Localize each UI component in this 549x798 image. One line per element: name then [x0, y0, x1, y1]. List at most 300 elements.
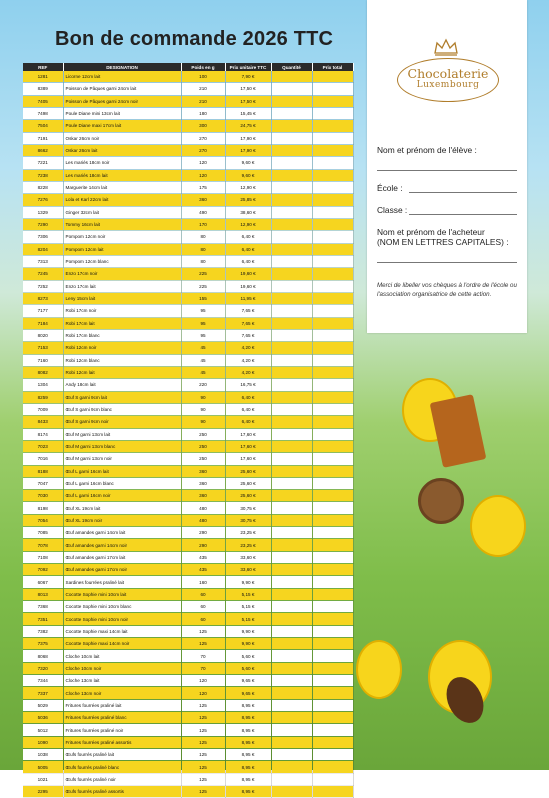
designation-cell: Les mariés 18cm noir: [63, 157, 181, 169]
chick-illustration: [470, 495, 526, 557]
total-cell: [312, 354, 353, 366]
designation-cell: Cocotte Sophie maxi 14cm noir: [63, 638, 181, 650]
ref-cell: 7078: [23, 539, 63, 551]
table-row: [23, 218, 353, 230]
total-cell: [312, 366, 353, 378]
quantity-cell[interactable]: [271, 280, 312, 292]
weight-cell: 250: [181, 428, 225, 440]
price-cell: 17,60 €: [225, 453, 271, 465]
quantity-cell[interactable]: [271, 391, 312, 403]
price-cell: 17,90 €: [225, 132, 271, 144]
table-row: [23, 502, 353, 514]
total-cell: [312, 95, 353, 107]
quantity-cell[interactable]: [271, 95, 312, 107]
price-cell: 30,75 €: [225, 514, 271, 526]
quantity-cell[interactable]: [271, 564, 312, 576]
designation-cell: Poisson de Pâques garni 24cm noir: [63, 95, 181, 107]
price-cell: 30,75 €: [225, 502, 271, 514]
price-cell: 17,50 €: [225, 83, 271, 95]
weight-cell: 290: [181, 539, 225, 551]
weight-cell: 175: [181, 181, 225, 193]
total-cell: [312, 428, 353, 440]
weight-cell: 210: [181, 83, 225, 95]
table-row: [23, 490, 353, 502]
quantity-cell[interactable]: [271, 687, 312, 699]
weight-cell: 225: [181, 280, 225, 292]
column-header: REF: [23, 63, 63, 71]
table-row: [23, 157, 353, 169]
total-cell: [312, 749, 353, 761]
quantity-cell[interactable]: [271, 712, 312, 724]
ref-cell: 7337: [23, 687, 63, 699]
column-header: Prix unitaire TTC: [225, 63, 271, 71]
ref-cell: 1021: [23, 773, 63, 785]
ref-cell: 8013: [23, 588, 63, 600]
total-cell: [312, 502, 353, 514]
weight-cell: 480: [181, 514, 225, 526]
quantity-cell[interactable]: [271, 144, 312, 156]
designation-cell: Œuf XL 19cm noir: [63, 514, 181, 526]
quantity-cell[interactable]: [271, 613, 312, 625]
weight-cell: 360: [181, 194, 225, 206]
ref-cell: 7221: [23, 157, 63, 169]
price-cell: 6,40 €: [225, 255, 271, 267]
table-row: [23, 243, 353, 255]
designation-cell: Pompom 12cm noir: [63, 231, 181, 243]
table-row: [23, 132, 353, 144]
designation-cell: Œuf L garni 16cm blanc: [63, 477, 181, 489]
quantity-cell[interactable]: [271, 749, 312, 761]
quantity-cell[interactable]: [271, 502, 312, 514]
ref-cell: 8389: [23, 83, 63, 95]
weight-cell: 155: [181, 292, 225, 304]
price-cell: 11,95 €: [225, 292, 271, 304]
total-cell: [312, 440, 353, 452]
total-cell: [312, 662, 353, 674]
price-cell: 12,90 €: [225, 218, 271, 230]
ref-cell: 7405: [23, 95, 63, 107]
weight-cell: 125: [181, 625, 225, 637]
table-row: [23, 366, 353, 378]
ref-cell: 8259: [23, 391, 63, 403]
quantity-cell[interactable]: [271, 169, 312, 181]
ref-cell: 5036: [23, 712, 63, 724]
weight-cell: 125: [181, 786, 225, 798]
table-row: [23, 514, 353, 526]
total-cell: [312, 342, 353, 354]
ref-cell: 7023: [23, 440, 63, 452]
price-cell: 4,20 €: [225, 366, 271, 378]
weight-cell: 45: [181, 366, 225, 378]
total-cell: [312, 650, 353, 662]
table-row: [23, 749, 353, 761]
quantity-cell[interactable]: [271, 477, 312, 489]
quantity-cell[interactable]: [271, 638, 312, 650]
weight-cell: 100: [181, 71, 225, 83]
table-row: [23, 576, 353, 588]
weight-cell: 80: [181, 243, 225, 255]
quantity-cell[interactable]: [271, 329, 312, 341]
designation-cell: Fritures fourrées praliné lait: [63, 699, 181, 711]
table-row: [23, 588, 353, 600]
ref-cell: 8433: [23, 416, 63, 428]
weight-cell: 125: [181, 773, 225, 785]
quantity-cell[interactable]: [271, 218, 312, 230]
quantity-cell[interactable]: [271, 786, 312, 798]
ref-cell: 7016: [23, 453, 63, 465]
price-cell: 8,95 €: [225, 712, 271, 724]
ref-cell: 7382: [23, 625, 63, 637]
total-cell: [312, 305, 353, 317]
designation-cell: Œuf amandes garni 14cm lait: [63, 527, 181, 539]
designation-cell: Cocotte Sophie mini 10cm noir: [63, 613, 181, 625]
quantity-cell[interactable]: [271, 773, 312, 785]
weight-cell: 120: [181, 687, 225, 699]
designation-cell: Cloche 13cm noir: [63, 687, 181, 699]
student-name-line[interactable]: [377, 170, 517, 171]
price-cell: 5,15 €: [225, 613, 271, 625]
class-label: Classe :: [377, 205, 408, 215]
quantity-cell[interactable]: [271, 157, 312, 169]
quantity-cell[interactable]: [271, 539, 312, 551]
designation-cell: Cloche 13cm lait: [63, 675, 181, 687]
table-row: [23, 305, 353, 317]
price-cell: 8,95 €: [225, 786, 271, 798]
ref-cell: 7344: [23, 675, 63, 687]
total-cell: [312, 206, 353, 218]
crown-icon: [433, 37, 459, 57]
quantity-cell[interactable]: [271, 551, 312, 563]
quantity-cell[interactable]: [271, 71, 312, 83]
total-cell: [312, 120, 353, 132]
quantity-cell[interactable]: [271, 206, 312, 218]
weight-cell: 125: [181, 749, 225, 761]
quantity-cell[interactable]: [271, 317, 312, 329]
buyer-name-hint: (NOM EN LETTRES CAPITALES) :: [377, 237, 509, 247]
column-header: Poids en g: [181, 63, 225, 71]
quantity-cell[interactable]: [271, 83, 312, 95]
quantity-cell[interactable]: [271, 650, 312, 662]
designation-cell: Leny 15cm lait: [63, 292, 181, 304]
weight-cell: 360: [181, 477, 225, 489]
price-cell: 25,60 €: [225, 490, 271, 502]
ref-cell: 8273: [23, 292, 63, 304]
price-cell: 6,40 €: [225, 416, 271, 428]
total-cell: [312, 514, 353, 526]
weight-cell: 95: [181, 329, 225, 341]
ref-cell: 5012: [23, 724, 63, 736]
designation-cell: Pompom 12cm lait: [63, 243, 181, 255]
ref-cell: 7092: [23, 564, 63, 576]
price-cell: 6,40 €: [225, 403, 271, 415]
price-cell: 25,60 €: [225, 477, 271, 489]
price-cell: 4,20 €: [225, 354, 271, 366]
designation-cell: Fritures fourrées praliné assortis: [63, 736, 181, 748]
quantity-cell[interactable]: [271, 453, 312, 465]
quantity-cell[interactable]: [271, 403, 312, 415]
price-cell: 7,65 €: [225, 317, 271, 329]
designation-cell: Poisson de Pâques garni 24cm lait: [63, 83, 181, 95]
quantity-cell[interactable]: [271, 675, 312, 687]
quantity-cell[interactable]: [271, 342, 312, 354]
price-cell: 7,65 €: [225, 305, 271, 317]
quantity-cell[interactable]: [271, 243, 312, 255]
ref-cell: 8204: [23, 243, 63, 255]
total-cell: [312, 144, 353, 156]
total-cell: [312, 527, 353, 539]
quantity-cell[interactable]: [271, 107, 312, 119]
quantity-cell[interactable]: [271, 601, 312, 613]
ref-cell: 7351: [23, 613, 63, 625]
total-cell: [312, 268, 353, 280]
weight-cell: 250: [181, 453, 225, 465]
quantity-cell[interactable]: [271, 292, 312, 304]
designation-cell: Oskar 26cm noir: [63, 132, 181, 144]
ref-cell: 2295: [23, 786, 63, 798]
buyer-name-line[interactable]: [377, 262, 517, 263]
chick-illustration: [356, 640, 402, 699]
ref-cell: 1281: [23, 71, 63, 83]
table-row: [23, 83, 353, 95]
quantity-cell[interactable]: [271, 231, 312, 243]
total-cell: [312, 490, 353, 502]
price-cell: 19,60 €: [225, 268, 271, 280]
weight-cell: 170: [181, 218, 225, 230]
price-cell: 33,60 €: [225, 564, 271, 576]
total-cell: [312, 786, 353, 798]
weight-cell: 90: [181, 403, 225, 415]
table-row: [23, 391, 353, 403]
weight-cell: 60: [181, 613, 225, 625]
total-cell: [312, 329, 353, 341]
ref-cell: 1304: [23, 379, 63, 391]
quantity-cell[interactable]: [271, 428, 312, 440]
chocolate-lollipop-illustration: [418, 478, 464, 524]
table-row: [23, 181, 353, 193]
table-row: [23, 539, 353, 551]
designation-cell: Licorne 12cm lait: [63, 71, 181, 83]
ref-cell: 7368: [23, 601, 63, 613]
weight-cell: 90: [181, 416, 225, 428]
ref-cell: 7030: [23, 490, 63, 502]
quantity-cell[interactable]: [271, 527, 312, 539]
price-cell: 24,75 €: [225, 120, 271, 132]
quantity-cell[interactable]: [271, 416, 312, 428]
total-cell: [312, 551, 353, 563]
payment-note: Merci de libeller vos chèques à l'ordre de l'école ou l'association organisatrice de cette action.: [377, 282, 517, 298]
ref-cell: 7085: [23, 527, 63, 539]
total-cell: [312, 675, 353, 687]
price-cell: 8,95 €: [225, 749, 271, 761]
total-cell: [312, 699, 353, 711]
weight-cell: 360: [181, 465, 225, 477]
quantity-cell[interactable]: [271, 379, 312, 391]
weight-cell: 250: [181, 440, 225, 452]
quantity-cell[interactable]: [271, 736, 312, 748]
table-row: [23, 329, 353, 341]
designation-cell: Robi 17cm blanc: [63, 329, 181, 341]
table-row: [23, 194, 353, 206]
weight-cell: 60: [181, 601, 225, 613]
table-row: [23, 280, 353, 292]
price-cell: 9,65 €: [225, 675, 271, 687]
class-line[interactable]: [409, 214, 517, 215]
quantity-cell[interactable]: [271, 181, 312, 193]
ref-cell: 7177: [23, 305, 63, 317]
designation-cell: Œuf amandes garni 17cm lait: [63, 551, 181, 563]
quantity-cell[interactable]: [271, 576, 312, 588]
designation-cell: Œuf amandes garni 17cm noir: [63, 564, 181, 576]
table-row: [23, 120, 353, 132]
weight-cell: 90: [181, 391, 225, 403]
total-cell: [312, 231, 353, 243]
designation-cell: Œufs fourrés praliné noir: [63, 773, 181, 785]
quantity-cell[interactable]: [271, 305, 312, 317]
quantity-cell[interactable]: [271, 366, 312, 378]
quantity-cell[interactable]: [271, 440, 312, 452]
weight-cell: 70: [181, 650, 225, 662]
quantity-cell[interactable]: [271, 662, 312, 674]
quantity-cell[interactable]: [271, 120, 312, 132]
total-cell: [312, 83, 353, 95]
price-cell: 9,90 €: [225, 625, 271, 637]
weight-cell: 290: [181, 527, 225, 539]
quantity-cell[interactable]: [271, 354, 312, 366]
price-cell: 17,60 €: [225, 428, 271, 440]
weight-cell: 95: [181, 305, 225, 317]
price-cell: 4,20 €: [225, 342, 271, 354]
designation-cell: Œuf M garni 13cm noir: [63, 453, 181, 465]
price-cell: 16,75 €: [225, 379, 271, 391]
designation-cell: Poule Diane mini 13cm lait: [63, 107, 181, 119]
price-cell: 6,40 €: [225, 231, 271, 243]
total-cell: [312, 292, 353, 304]
total-cell: [312, 71, 353, 83]
table-header-row: [23, 63, 353, 71]
table-row: [23, 379, 353, 391]
quantity-cell[interactable]: [271, 588, 312, 600]
buyer-name-label: Nom et prénom de l'acheteur: [377, 227, 485, 237]
designation-cell: Enzo 17cm noir: [63, 268, 181, 280]
weight-cell: 125: [181, 736, 225, 748]
designation-cell: Pompom 12cm blanc: [63, 255, 181, 267]
price-cell: 6,40 €: [225, 243, 271, 255]
ref-cell: 8228: [23, 181, 63, 193]
weight-cell: 45: [181, 354, 225, 366]
designation-cell: Tommy 16cm lait: [63, 218, 181, 230]
quantity-cell[interactable]: [271, 268, 312, 280]
quantity-cell[interactable]: [271, 194, 312, 206]
quantity-cell[interactable]: [271, 132, 312, 144]
quantity-cell[interactable]: [271, 490, 312, 502]
designation-cell: Poule Diane maxi 17cm lait: [63, 120, 181, 132]
weight-cell: 270: [181, 144, 225, 156]
weight-cell: 125: [181, 638, 225, 650]
weight-cell: 160: [181, 576, 225, 588]
table-row: [23, 551, 353, 563]
table-row: [23, 638, 353, 650]
quantity-cell[interactable]: [271, 699, 312, 711]
price-cell: 8,95 €: [225, 773, 271, 785]
ref-cell: 7238: [23, 169, 63, 181]
table-row: [23, 169, 353, 181]
student-name-label: Nom et prénom de l'élève :: [377, 145, 477, 155]
designation-cell: Enzo 17cm lait: [63, 280, 181, 292]
price-cell: 9,90 €: [225, 638, 271, 650]
table-row: [23, 625, 353, 637]
quantity-cell[interactable]: [271, 514, 312, 526]
designation-cell: Robi 12cm lait: [63, 366, 181, 378]
table-row: [23, 687, 353, 699]
price-cell: 5,15 €: [225, 601, 271, 613]
table-row: [23, 428, 353, 440]
weight-cell: 210: [181, 95, 225, 107]
designation-cell: Marguerite 14cm lait: [63, 181, 181, 193]
price-cell: 9,60 €: [225, 157, 271, 169]
brand-logo: [397, 58, 499, 102]
ref-cell: 7252: [23, 280, 63, 292]
quantity-cell[interactable]: [271, 255, 312, 267]
quantity-cell[interactable]: [271, 625, 312, 637]
weight-cell: 435: [181, 564, 225, 576]
ref-cell: 7504: [23, 120, 63, 132]
ref-cell: 7184: [23, 317, 63, 329]
designation-cell: Œufs fourrés praliné blanc: [63, 761, 181, 773]
price-cell: 25,85 €: [225, 194, 271, 206]
price-cell: 8,95 €: [225, 699, 271, 711]
column-header: DESIGNATION: [63, 63, 181, 71]
table-row: [23, 650, 353, 662]
order-table: [23, 63, 353, 798]
ref-cell: 5005: [23, 761, 63, 773]
price-cell: 8,95 €: [225, 724, 271, 736]
total-cell: [312, 107, 353, 119]
weight-cell: 125: [181, 712, 225, 724]
table-row: [23, 317, 353, 329]
ref-cell: 7313: [23, 255, 63, 267]
order-form-panel: [367, 0, 527, 333]
price-cell: 19,60 €: [225, 280, 271, 292]
weight-cell: 220: [181, 379, 225, 391]
price-cell: 17,60 €: [225, 440, 271, 452]
ref-cell: 7054: [23, 514, 63, 526]
ref-cell: 7160: [23, 354, 63, 366]
designation-cell: Cocotte Sophie maxi 14cm lait: [63, 625, 181, 637]
designation-cell: Fritures fourrées praliné noir: [63, 724, 181, 736]
ref-cell: 8020: [23, 329, 63, 341]
ref-cell: 7276: [23, 194, 63, 206]
total-cell: [312, 773, 353, 785]
ref-cell: 8174: [23, 428, 63, 440]
ref-cell: 7320: [23, 662, 63, 674]
total-cell: [312, 724, 353, 736]
quantity-cell[interactable]: [271, 761, 312, 773]
price-cell: 8,95 €: [225, 736, 271, 748]
ref-cell: 7009: [23, 403, 63, 415]
table-row: [23, 206, 353, 218]
table-row: [23, 416, 353, 428]
ref-cell: 7290: [23, 218, 63, 230]
school-line[interactable]: [409, 192, 517, 193]
price-cell: 38,60 €: [225, 206, 271, 218]
quantity-cell[interactable]: [271, 724, 312, 736]
designation-cell: Ginger 32cm lait: [63, 206, 181, 218]
designation-cell: Cocotte Sophie mini 10cm lait: [63, 588, 181, 600]
total-cell: [312, 181, 353, 193]
total-cell: [312, 736, 353, 748]
quantity-cell[interactable]: [271, 465, 312, 477]
page-title: Bon de commande 2026 TTC: [55, 28, 334, 50]
